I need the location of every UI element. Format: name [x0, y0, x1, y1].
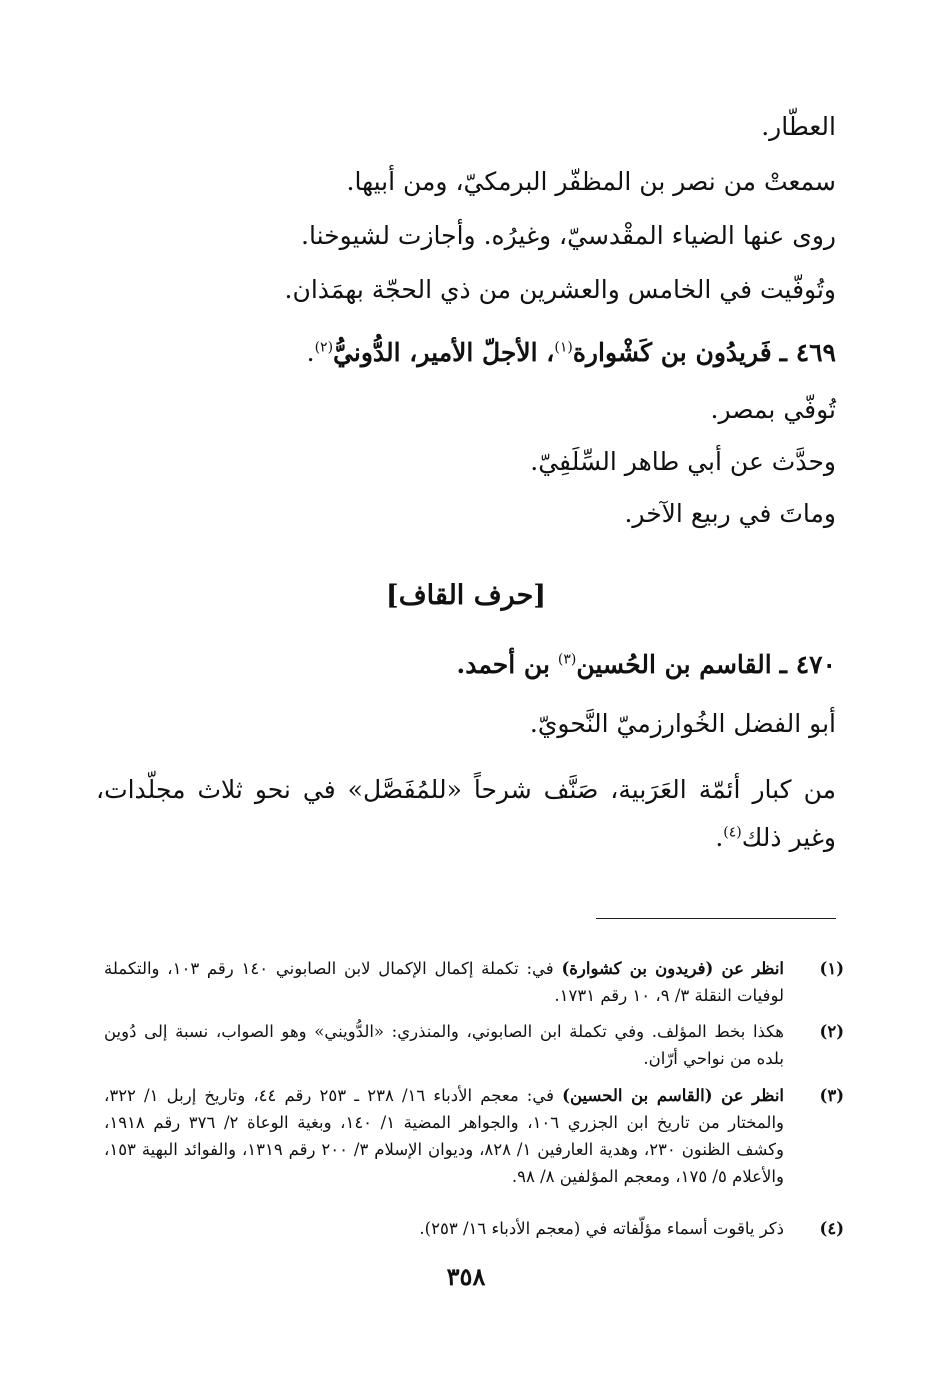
footnote-text [104, 955, 784, 1009]
entry-469-epithet: ، الأجلّ الأمير، الدُّونيُّ [333, 338, 555, 367]
footnote-body: في: تكملة إكمال الإكمال لابن الصابوني ١٤٠ رقم ١٠٣، والتكملة لوفيات النقلة ٣/ ٩، ١٠ رقم ١٧٣١. [104, 959, 784, 1005]
footnote-number: (١) [819, 959, 844, 978]
footnote-body: في: معجم الأدباء ١٦/ ٢٣٨ ـ ٢٥٣ رقم ٤٤، وتاريخ إربل ١/ ٣٢٢، والمختار من تاريخ ابن الجزري ١٠٦، والجواهر المضية ١/ ١٤٠، وبغية الوعاة ٢/ ٣٧٦ رقم ١٩١٨، وكشف الظنون ٢٣٠، وهدية العارفين ١/ ٨٢٨، وديوان الإسلام ٣/ ٢٠٠ رقم ١٣١٩، والفوائد البهية ١٥٣، والأعلام ٥/ ١٧٥، ومعجم المؤلفين ٨/ ٩٨. [104, 1086, 785, 1186]
body-line-8: وماتَ في ربيع الآخر. [624, 499, 836, 528]
footnote-text [104, 1215, 784, 1242]
body-line-4: وتُوفّيت في الخامس والعشرين من ذي الحجّة بهمَذان. [284, 275, 836, 304]
entry-470-title [96, 645, 836, 685]
entry-469-name: فَريدُون بن كَشْوارة [572, 338, 772, 367]
entry-469-end: . [306, 338, 315, 367]
entry-470-description-text: من كبار أئمّة العَرَبية، صَنَّف شرحاً «للمُفَصَّل» في نحو ثلاث مجلّدات، وغير ذلك [96, 775, 836, 852]
footnote-text [104, 1082, 784, 1190]
page-number: ٣٥٨ [446, 1262, 486, 1291]
footnote-subject: انظر عن (فريدون بن كشوارة) [561, 959, 785, 978]
footnote-ref-4: (٤) [723, 824, 742, 841]
body-line-2: سمعتْ من نصر بن المظفّر البرمكيّ، ومن أبيها. [346, 167, 836, 196]
entry-470-description [96, 766, 836, 862]
entry-469-number: ٤٦٩ ـ [779, 338, 836, 367]
footnote-1 [104, 955, 844, 1009]
body-line-1: العطّار. [761, 112, 836, 141]
entry-470-name-end: بن أحمد. [456, 650, 550, 679]
footnote-2 [104, 1018, 844, 1072]
footnote-3 [104, 1082, 844, 1190]
entry-470-number: ٤٧٠ ـ [779, 650, 836, 679]
footnote-number: (٢) [819, 1022, 844, 1041]
footnote-text [104, 1018, 784, 1072]
footnote-4 [104, 1215, 844, 1242]
footnote-subject: انظر عن (القاسم بن الحسين) [562, 1086, 784, 1105]
entry-470-description-end: . [715, 823, 724, 852]
entry-469-title [96, 333, 836, 373]
body-line-6: تُوفّي بمصر. [710, 395, 836, 424]
footnote-separator [596, 918, 836, 919]
footnote-ref-3: (٣) [557, 651, 577, 668]
footnote-ref-2: (٢) [314, 339, 334, 356]
footnote-body: هكذا بخط المؤلف. وفي تكملة ابن الصابوني، والمنذري: «الدُّويني» وهو الصواب، نسبة إلى دُوين بلده من نواحي أرّان. [104, 1022, 784, 1068]
section-heading: [حرف القاف] [385, 580, 547, 611]
footnote-number: (٣) [819, 1086, 844, 1105]
footnote-ref-1: (١) [554, 339, 573, 356]
body-line-7: وحدَّث عن أبي طاهر السِّلَفِيّ. [530, 447, 836, 476]
entry-470-kunya: أبو الفضل الخُوارزميّ النَّحويّ. [529, 709, 836, 738]
body-line-3: روى عنها الضياء المقْدسيّ، وغيرُه. وأجازت لشيوخنا. [301, 221, 836, 250]
footnote-body: ذكر ياقوت أسماء مؤلّفاته في (معجم الأدباء ١٦/ ٢٥٣). [419, 1219, 784, 1238]
entry-470-name: القاسم بن الحُسين [576, 650, 772, 679]
footnote-number: (٤) [819, 1219, 844, 1238]
